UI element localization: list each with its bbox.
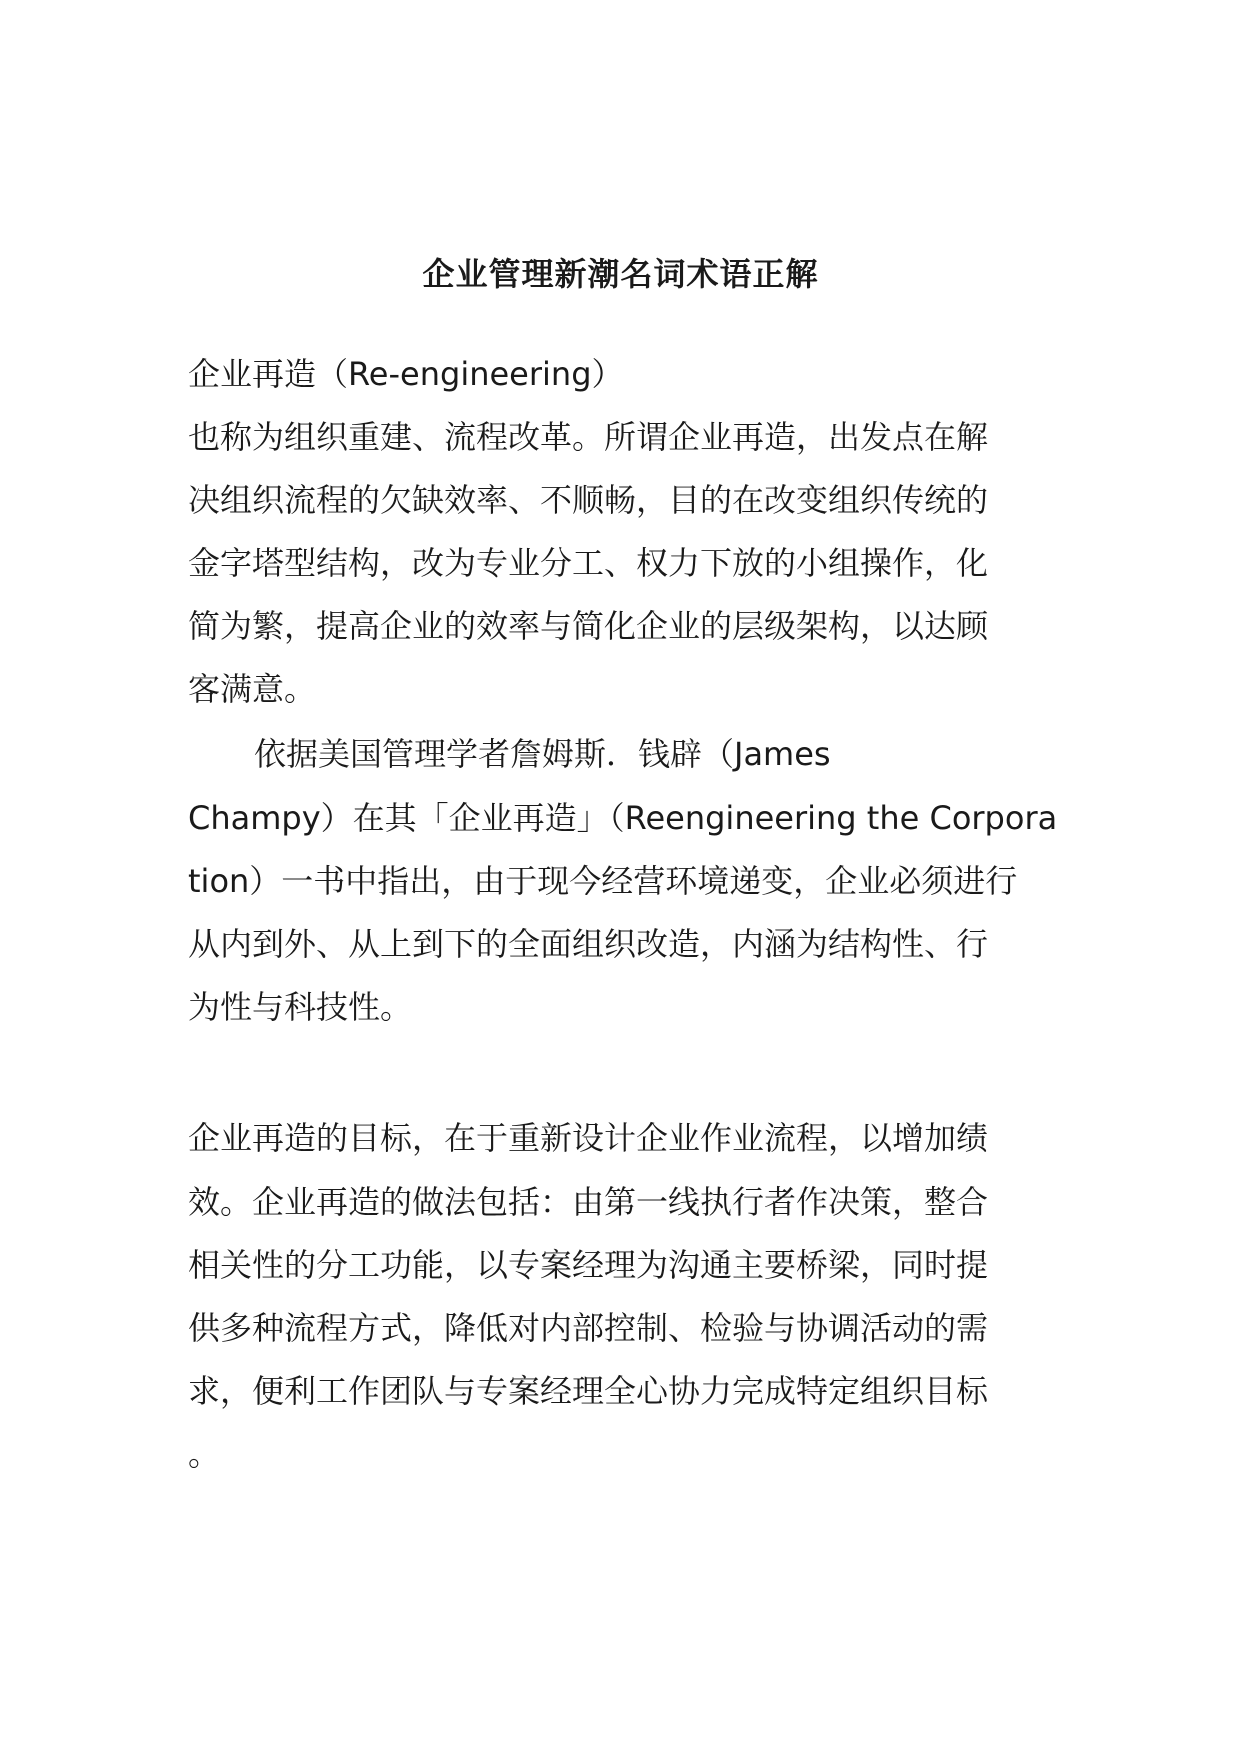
- paragraph-line: 。: [188, 1435, 221, 1473]
- document-title: 企业管理新潮名词术语正解: [422, 255, 819, 293]
- paragraph-line: 为性与科技性。: [188, 988, 413, 1026]
- paragraph-line: 企业再造的目标，在于重新设计企业作业流程，以增加绩: [188, 1119, 989, 1157]
- paragraph-line: 求，便利工作团队与专案经理全心协力完成特定组织目标: [188, 1372, 989, 1410]
- paragraph-line: 依据美国管理学者詹姆斯．钱辟（James: [254, 735, 831, 773]
- paragraph-line: 客满意。: [188, 670, 317, 708]
- paragraph-line: 也称为组织重建、流程改革。所谓企业再造，出发点在解: [188, 418, 989, 456]
- paragraph-line: tion）一书中指出，由于现今经营环境递变，企业必须进行: [188, 862, 1018, 900]
- paragraph-line: 供多种流程方式，降低对内部控制、检验与协调活动的需: [188, 1309, 989, 1347]
- paragraph-line: 简为繁，提高企业的效率与简化企业的层级架构，以达顾: [188, 607, 989, 645]
- paragraph-line: 相关性的分工功能，以专案经理为沟通主要桥梁，同时提: [188, 1246, 989, 1284]
- paragraph-line: 从内到外、从上到下的全面组织改造，内涵为结构性、行: [188, 925, 989, 963]
- section-heading: 企业再造（Re-engineering）: [188, 355, 624, 393]
- paragraph-line: Champy）在其「企业再造」（Reengineering the Corpora: [188, 799, 1058, 837]
- paragraph-line: 决组织流程的欠缺效率、不顺畅，目的在改变组织传统的: [188, 481, 989, 519]
- paragraph-line: 效。企业再造的做法包括：由第一线执行者作决策，整合: [188, 1183, 989, 1221]
- paragraph-line: 金字塔型结构，改为专业分工、权力下放的小组操作，化: [188, 544, 989, 582]
